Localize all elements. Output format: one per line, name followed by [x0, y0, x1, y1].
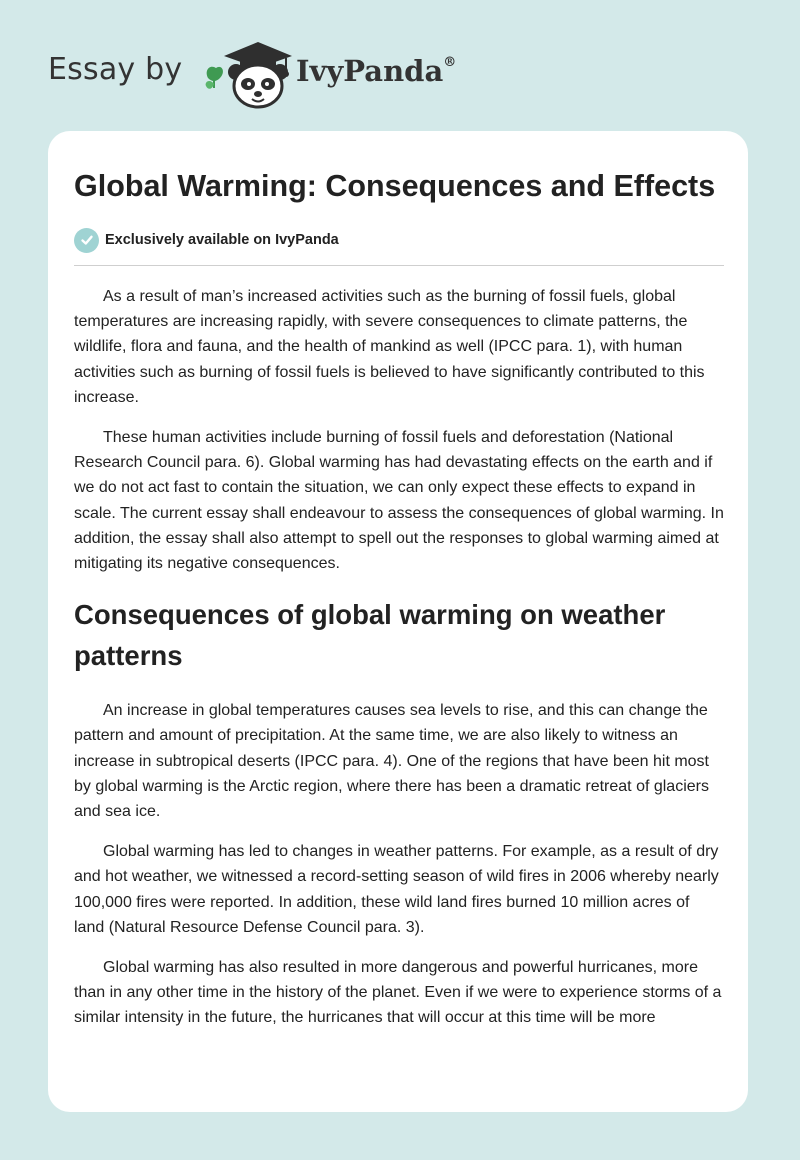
section-heading: Consequences of global warming on weather patterns — [74, 599, 666, 672]
brand-logo[interactable] — [296, 54, 456, 88]
check-icon — [74, 228, 99, 253]
paragraph: These human activities include burning of fossil fuels and deforestation (National Research Council para. 6). Global warming has had devastating effects on the earth and if we do not act fast to contain the situation, we can only expect these effects to expand in scale. The current essay shall endeavour to assess the consequences of global warming. In addition, the essay shall also attempt to spell out the responses to global warming aimed at mitigating its negative consequences. — [74, 429, 724, 573]
paragraph: Global warming has led to changes in weather patterns. For example, as a result of dry and hot weather, we witnessed a record-setting season of wild fires in 2006 whereby nearly 100,000 fires were reported. In addition, these wild land fires burned 10 million acres of land (Natural Resource Defense Council para. 3). — [74, 843, 719, 936]
panda-graduate-icon[interactable] — [202, 38, 294, 110]
exclusive-badge — [74, 227, 724, 253]
essay-by-label: Essay by — [48, 52, 183, 87]
brand-name: IvyPanda — [296, 54, 444, 88]
page-title: Global Warming: Consequences and Effects — [74, 169, 716, 203]
badge-text: Exclusively available on IvyPanda — [105, 232, 339, 248]
site-header — [48, 38, 752, 108]
registered-mark: ® — [443, 55, 457, 71]
paragraph: Global warming has also resulted in more dangerous and powerful hurricanes, more than in any other time in the history of the planet. Even if we were to experience storms of a similar intensity in the future, the hurricanes that will occur at this time will be more — [74, 959, 722, 1027]
paragraph: An increase in global temperatures causes sea levels to rise, and this can change the pattern and amount of precipitation. At the same time, we are also likely to witness an increase in subtropical deserts (IPCC para. 4). One of the regions that have been hit most by global warming is the Arctic region, where there has been a dramatic retreat of glaciers and sea ice. — [74, 702, 709, 821]
essay-card — [48, 131, 748, 1112]
essay-content — [74, 165, 724, 1031]
divider — [74, 265, 724, 266]
paragraph: As a result of man’s increased activities such as the burning of fossil fuels, global temperatures are increasing rapidly, with severe consequences to climate patterns, the wildlife, flora and fauna, and the health of mankind as well (IPCC para. 1), with human activities such as burning of fossil fuels is believed to have significantly contributed to this increase. — [74, 288, 705, 406]
